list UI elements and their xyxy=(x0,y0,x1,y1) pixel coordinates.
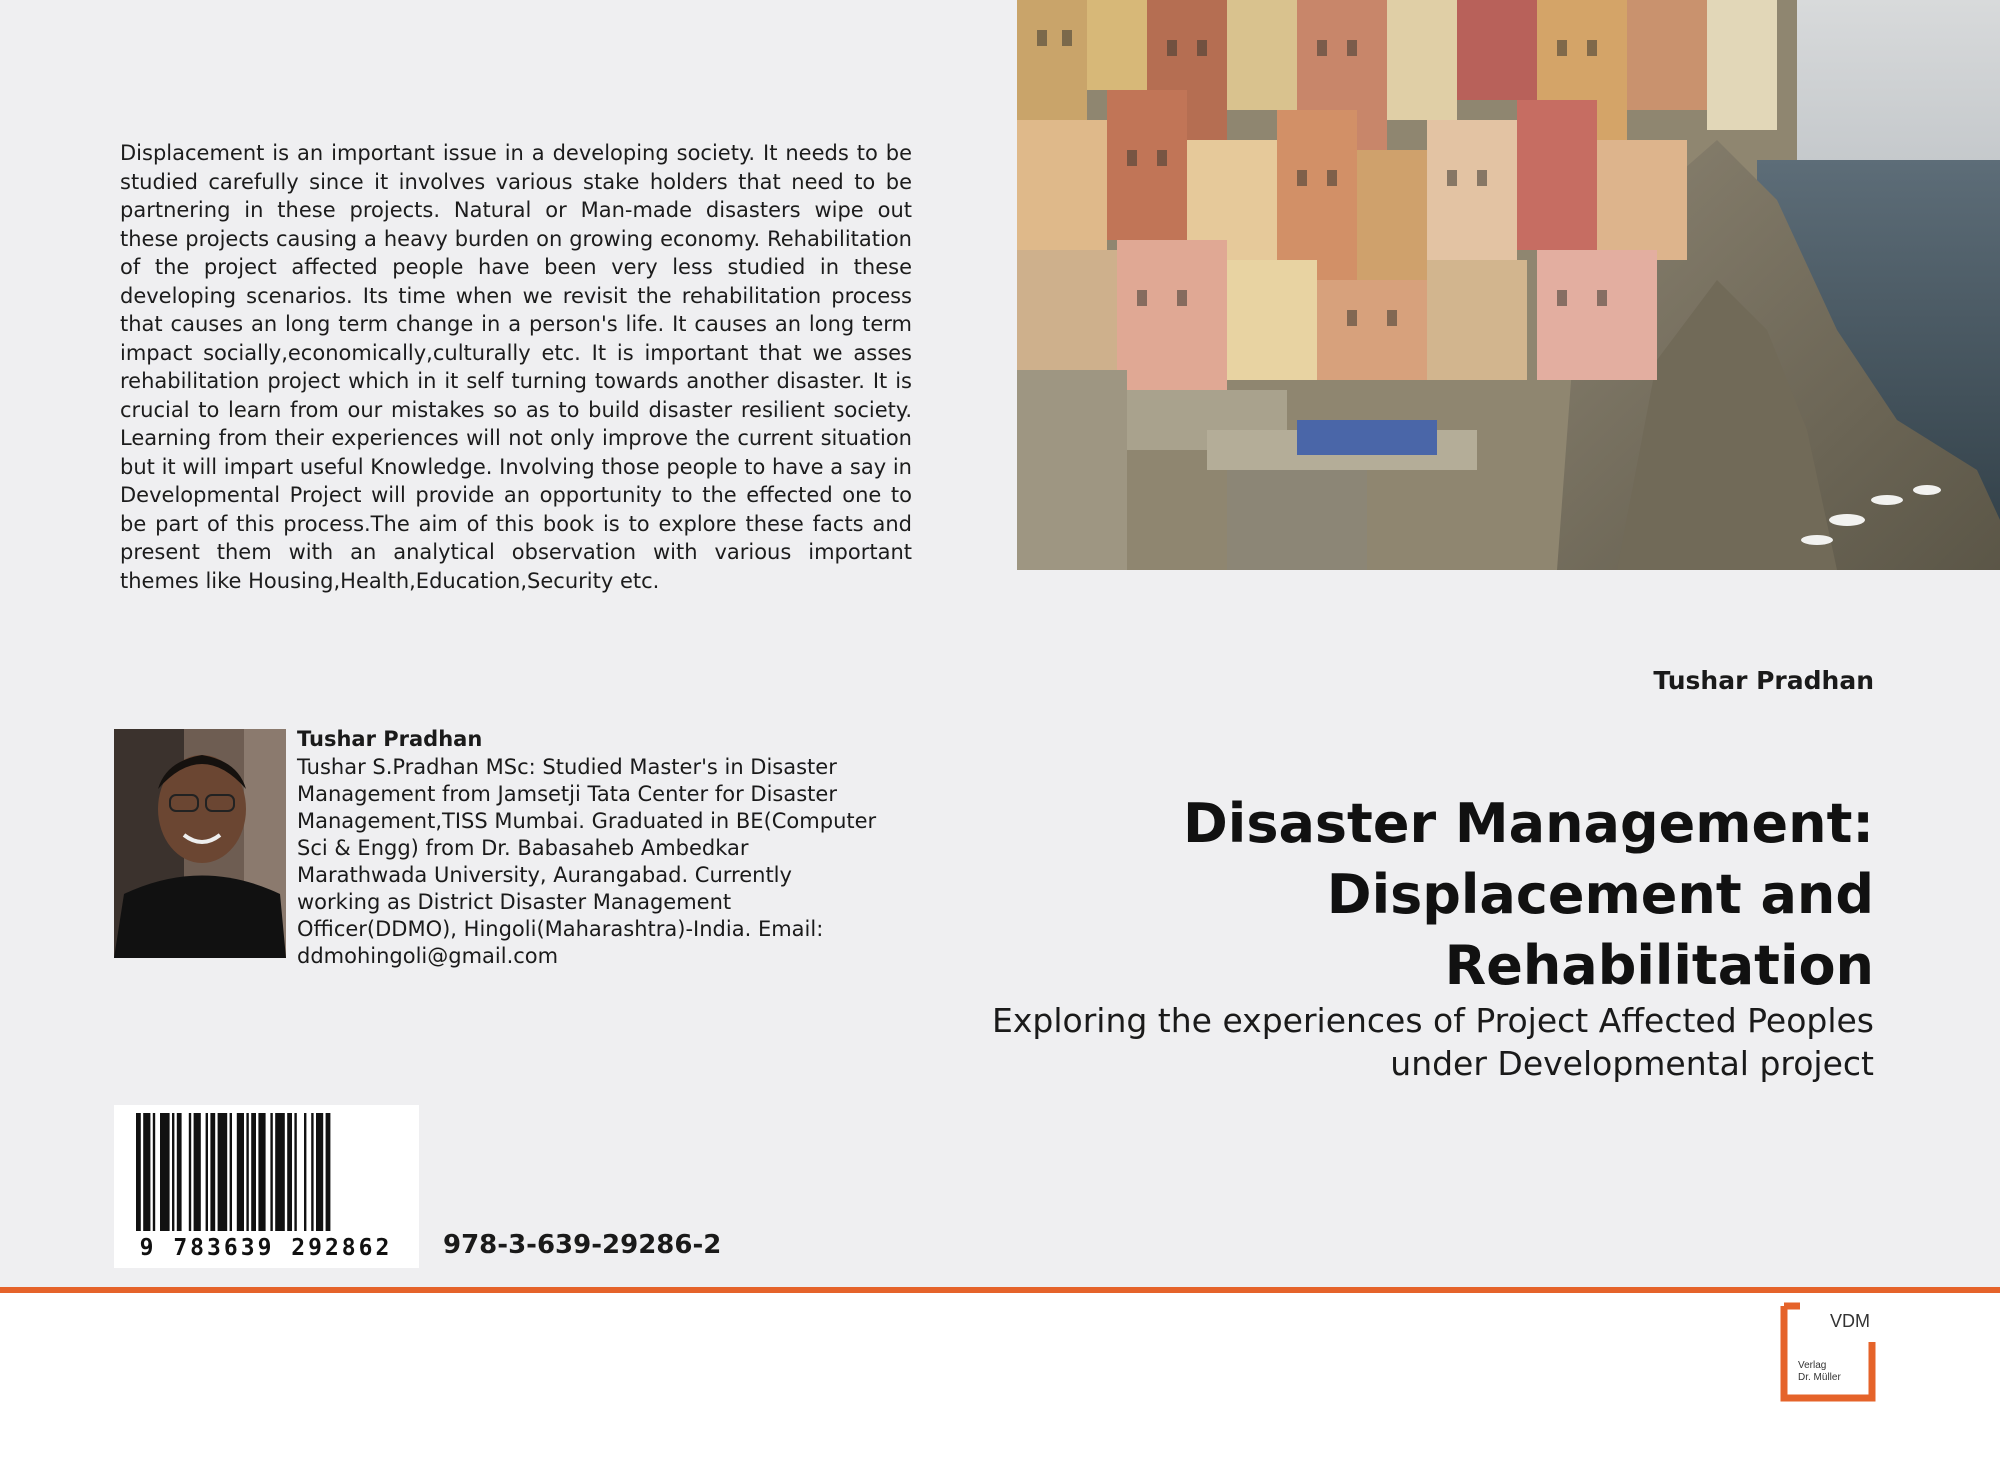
book-subtitle: Exploring the experiences of Project Affected Peoples under Developmental project xyxy=(992,1001,1874,1083)
orange-divider xyxy=(0,1287,2000,1293)
author-bio: Tushar S.Pradhan MSc: Studied Master's in Disaster Management from Jamsetji Tata Center for Disaster Management,TISS Mumbai. Graduated in BE(Computer Sci & Engg) from Dr. Babasaheb Ambedkar Marathwada University, Aurangabad. Currently working as District Disaster Management Officer(DDMO), Hingoli(Maharashtra)-India. Email: ddmohingoli@gmail.com xyxy=(297,755,877,968)
vdm-logo-text: VDM xyxy=(1830,1311,1870,1331)
back-cover-blurb: Displacement is an important issue in a developing society. It needs to be studied carefully since it involves various stake holders that need to be partnering in these projects. Natural or Man-made disasters wipe out these projects causing a heavy burden on growing economy. Rehabilitation of the project affected people have been very less studied in these developing scenarios. Its time when we revisit the rehabilitation process that causes an long term change in a person's life. It causes an long term impact socially,economically,culturally etc. It is important that we asses rehabilitation project which in it self turning towards another disaster. It is crucial to learn from our mistakes so as to build disaster resilient society. Learning from their experiences will not only improve the current situation but it will impart useful Knowledge. Involving those people to have a say in Developmental Project will provide an opportunity to the effected one to be part of this process.The aim of this book is to explore these facts and present them with an analytical observation with various important themes like Housing,Health,Education,Security etc. xyxy=(120,141,912,593)
barcode-digits: 9 783639 292862 xyxy=(139,1235,393,1261)
isbn-barcode xyxy=(114,1105,419,1268)
cover-photo-cliff-village xyxy=(1017,0,2000,570)
author-portrait-photo xyxy=(114,729,286,958)
vdm-publisher-logo xyxy=(1780,1302,1880,1402)
book-title: Disaster Management: Displacement and Rehabilitation xyxy=(1182,792,1874,997)
author-name: Tushar Pradhan xyxy=(297,727,483,751)
isbn-number: 978-3-639-29286-2 xyxy=(443,1230,722,1260)
vdm-logo-subtext-2: Dr. Müller xyxy=(1798,1372,1841,1383)
vdm-logo-subtext-1: Verlag xyxy=(1798,1360,1827,1371)
front-cover-author: Tushar Pradhan xyxy=(1653,666,1874,695)
